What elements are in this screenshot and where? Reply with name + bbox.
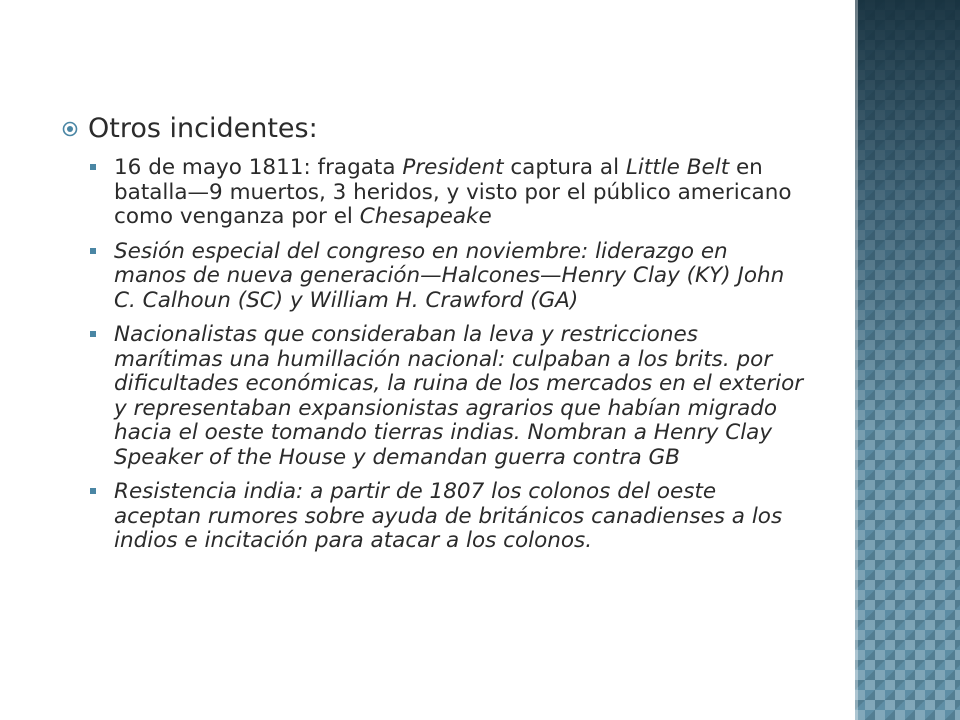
slide-heading: Otros incidentes: xyxy=(88,113,318,144)
bullet-text-2: Sesión especial del congreso en noviembre: liderazgo en manos de nueva generación—Halcones—Henry Clay (KY) John C. Calhoun (SC) y William H. Crawford (GA) xyxy=(114,238,785,313)
square-bullet-icon xyxy=(88,480,114,494)
target-bullet-icon xyxy=(62,112,88,141)
bullet-text-4: Resistencia india: a partir de 1807 los colonos del oeste aceptan rumores sobre ayuda de británicos canadienses a los indios e incitación para atacar a los colonos. xyxy=(114,479,783,553)
bullet-text-3: Nacionalistas que consideraban la leva y restricciones marítimas una humillación nacional: culpaban a los brits. por dificultades económicas, la ruina de los mercados en el exterior y representaban expansionistas agrarios que habían migrado hacia el oeste tomando tierras indias. Nombran a Henry Clay Speaker of the House y demandan guerra contra GB xyxy=(114,322,804,470)
bullet-1-part-3: captura al xyxy=(503,155,626,180)
ship-name-president: President xyxy=(402,155,504,180)
square-bullet-icon xyxy=(88,156,114,170)
bullet-1-part-1: 16 de mayo 1811: fragata xyxy=(114,155,403,180)
bullet-item-2 xyxy=(88,240,822,314)
slide-content xyxy=(62,112,822,564)
ship-name-chesapeake: Chesapeake xyxy=(359,204,492,229)
square-bullet-icon xyxy=(88,323,114,337)
bullet-item-1 xyxy=(88,156,822,230)
bullet-item-4 xyxy=(88,480,822,554)
bullet-item-3 xyxy=(88,323,822,470)
heading-item xyxy=(62,112,822,146)
bullet-1-part-5: en batalla—9 muertos, 3 heridos, y visto por el público americano como venganza por el xyxy=(114,155,792,229)
square-bullet-icon xyxy=(88,240,114,254)
bullet-text-1 xyxy=(114,156,804,230)
ship-name-little-belt: Little Belt xyxy=(625,155,730,180)
decorative-side-panel xyxy=(855,0,960,720)
